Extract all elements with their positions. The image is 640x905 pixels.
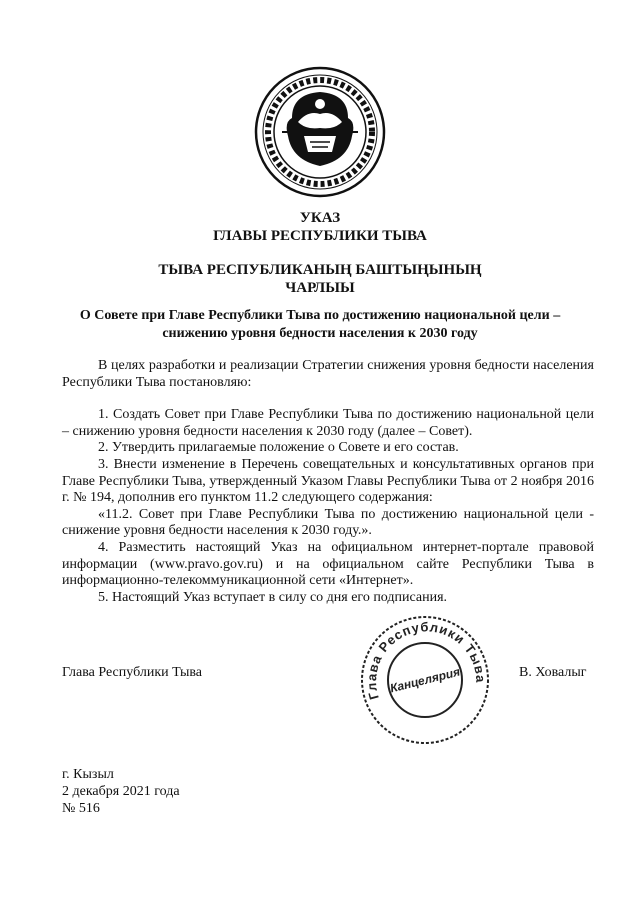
decree-item-3-quote: «11.2. Совет при Главе Республики Тыва по достижению национальной цели - снижение уровня бедности населения к 2030 году.». (62, 506, 594, 539)
decree-item-3: 3. Внести изменение в Перечень совещательных и консультативных органов при Главе Республики Тыва, утвержденный Указом Главы Республики Тыва от 2 ноября 2016 г. № 194, дополнив его пунктом 11.2 следующего содержания: (62, 456, 594, 506)
official-stamp (357, 612, 493, 748)
decree-issuer: ГЛАВЫ РЕСПУБЛИКИ ТЫВА (213, 228, 427, 244)
signatory-position: Глава Республики Тыва (62, 665, 203, 680)
decree-city: г. Кызыл (62, 767, 114, 782)
stamp-inner-text: Канцелярия (388, 664, 462, 696)
svg-text:Глава Республики Тыва (364, 619, 488, 701)
stamp-outer-text: Глава Республики Тыва (363, 619, 489, 702)
signatory-name: В. Ховалыг (519, 665, 587, 680)
coat-of-arms-emblem (252, 64, 388, 200)
decree-item-1: 1. Создать Совет при Главе Республики Тыва по достижению национальной цели – снижению уровня бедности населения к 2030 году (далее – Совет). (62, 407, 594, 439)
decree-number: № 516 (62, 801, 100, 816)
decree-intro: В целях разработки и реализации Стратегии снижения уровня бедности населения Республики Тыва постановляю: (62, 358, 594, 390)
decree-item-5: 5. Настоящий Указ вступает в силу со дня его подписания. (98, 589, 448, 605)
decree-date: 2 декабря 2021 года (62, 784, 180, 799)
decree-subject-line1: О Совете при Главе Республики Тыва по достижению национальной цели – (79, 308, 561, 323)
decree-item-4: 4. Разместить настоящий Указ на официальном интернет-портале правовой информации (www.pravo.gov.ru) и на официальном сайте Республики Тыва в информационно-телекоммуникационной сети «Интернет». (62, 539, 594, 589)
tuvan-title-line2: ЧАРЛЫЫ (285, 280, 355, 296)
decree-title: УКАЗ (299, 210, 341, 226)
tuvan-title-line1: ТЫВА РЕСПУБЛИКАНЫҢ БАШТЫҢЫНЫҢ (158, 262, 482, 278)
decree-item-2: 2. Утвердить прилагаемые положение о Совете и его состав. (98, 440, 459, 456)
decree-body (62, 358, 594, 606)
decree-subject-line2: снижению уровня бедности населения к 2030 году (162, 326, 478, 341)
decree-footer (62, 766, 180, 817)
